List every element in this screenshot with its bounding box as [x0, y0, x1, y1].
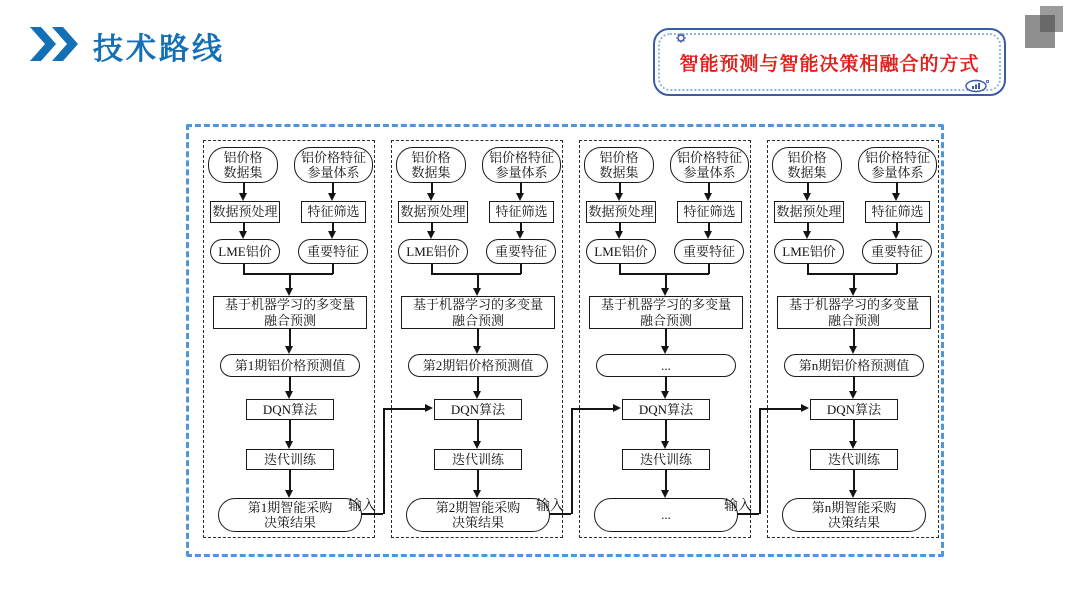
text-line: 铝价格 [223, 149, 263, 165]
text-line: 基于机器学习的多变量 [600, 297, 731, 313]
text-line: 决策结果 [827, 515, 880, 530]
arrowhead-down-icon [803, 231, 811, 239]
merge-line [477, 273, 479, 289]
dqn-box: DQN算法 [434, 399, 522, 420]
important-feature-ellipse: 重要特征 [298, 239, 368, 264]
arrowhead-down-icon [615, 231, 623, 239]
arrowhead-down-icon [892, 193, 900, 201]
dqn-box: DQN算法 [246, 399, 334, 420]
feature-system-ellipse [858, 147, 937, 183]
arrowhead-down-icon [285, 346, 293, 354]
pipeline-stage-1 [203, 140, 375, 538]
connector-segment [759, 408, 761, 514]
text-line: 铝价格特征 [300, 149, 366, 165]
arrowhead-down-icon [285, 391, 293, 399]
text-line: 参量体系 [495, 165, 548, 180]
text-line: 数据集 [599, 165, 639, 180]
feature-select-box: 特征筛选 [301, 201, 366, 223]
arrowhead-down-icon [427, 193, 435, 201]
arrow-line [289, 420, 291, 442]
arrowhead-down-icon [328, 231, 336, 239]
text-line: 基于机器学习的多变量 [788, 297, 919, 313]
lme-price-ellipse: LME铝价 [586, 239, 656, 264]
dataset-ellipse [396, 147, 466, 183]
text-line: 基于机器学习的多变量 [224, 297, 355, 313]
arrowhead-down-icon [473, 441, 481, 449]
text-line: 铝价格特征 [864, 149, 930, 165]
arrow-line [289, 377, 291, 392]
connector-segment [571, 408, 613, 410]
text-line: 铝价格 [599, 149, 639, 165]
arrowhead-right-icon [613, 404, 621, 412]
prediction-value-stadium: 第n期铝价格预测值 [784, 354, 924, 377]
feature-system-ellipse [482, 147, 561, 183]
connector-segment [759, 408, 801, 410]
text-line: 融合预测 [263, 312, 316, 328]
arrowhead-right-icon [801, 404, 809, 412]
arrowhead-down-icon [849, 441, 857, 449]
text-line: 数据集 [411, 165, 451, 180]
text-line: 参量体系 [871, 165, 924, 180]
text-line: 融合预测 [827, 312, 880, 328]
prediction-value-stadium: 第2期铝价格预测值 [408, 354, 548, 377]
arrowhead-down-icon [661, 441, 669, 449]
lme-price-ellipse: LME铝价 [210, 239, 280, 264]
arrowhead-down-icon [516, 231, 524, 239]
arrowhead-down-icon [661, 391, 669, 399]
merge-line [853, 273, 855, 289]
preprocess-box: 数据预处理 [586, 201, 656, 223]
text-line: 第2期智能采购 [435, 499, 521, 515]
arrow-line [665, 329, 667, 347]
fusion-prediction-box [589, 296, 743, 329]
arrowhead-right-icon [425, 404, 433, 412]
iterative-training-box: 迭代训练 [434, 449, 522, 470]
connector-segment [571, 408, 573, 514]
dataset-ellipse [208, 147, 278, 183]
pipeline-stage-n [767, 140, 939, 538]
feature-select-box: 特征筛选 [677, 201, 742, 223]
arrowhead-down-icon [516, 193, 524, 201]
decision-result-ellipse [406, 498, 550, 532]
callout-box [653, 28, 1006, 96]
callout-inner-border [658, 33, 1001, 91]
arrowhead-down-icon [427, 231, 435, 239]
arrowhead-down-icon [661, 490, 669, 498]
preprocess-box: 数据预处理 [398, 201, 468, 223]
arrowhead-down-icon [239, 193, 247, 201]
arrowhead-down-icon [473, 288, 481, 296]
arrowhead-down-icon [473, 490, 481, 498]
text-line: 决策结果 [451, 515, 504, 530]
arrowhead-down-icon [803, 193, 811, 201]
callout-text: 智能预测与智能决策相融合的方式 [679, 53, 980, 75]
input-label: 输入 [348, 499, 376, 514]
slide-header [30, 24, 225, 68]
important-feature-ellipse: 重要特征 [486, 239, 556, 264]
feature-select-box: 特征筛选 [489, 201, 554, 223]
arrow-line [853, 420, 855, 442]
arrow-line [853, 377, 855, 392]
feature-system-ellipse [294, 147, 373, 183]
iterative-training-box: 迭代训练 [622, 449, 710, 470]
arrowhead-down-icon [473, 391, 481, 399]
text-line: 第n期智能采购 [811, 499, 897, 515]
ellipsis-result-ellipse [594, 498, 738, 532]
preprocess-box: 数据预处理 [210, 201, 280, 223]
lme-price-ellipse: LME铝价 [398, 239, 468, 264]
text-line: 基于机器学习的多变量 [412, 297, 543, 313]
input-label: 输入 [724, 499, 752, 514]
input-label: 输入 [536, 499, 564, 514]
pipeline-stage-2 [391, 140, 563, 538]
arrowhead-down-icon [849, 288, 857, 296]
dqn-box: DQN算法 [810, 399, 898, 420]
gear-icon [675, 31, 687, 49]
mini-bar-chart-icon [964, 79, 990, 98]
text-line: 参量体系 [683, 165, 736, 180]
text-line: 参量体系 [307, 165, 360, 180]
arrow-line [853, 329, 855, 347]
arrowhead-down-icon [285, 490, 293, 498]
text-line: 融合预测 [639, 312, 692, 328]
feature-select-box: 特征筛选 [865, 201, 930, 223]
dataset-ellipse [772, 147, 842, 183]
arrow-line [853, 470, 855, 491]
prediction-value-stadium: 第1期铝价格预测值 [220, 354, 360, 377]
corner-square-small [1040, 6, 1063, 32]
arrowhead-down-icon [849, 391, 857, 399]
pipeline-stage-3 [579, 140, 751, 538]
merge-line [807, 273, 897, 275]
arrowhead-down-icon [704, 193, 712, 201]
fusion-prediction-box [401, 296, 555, 329]
arrowhead-down-icon [849, 346, 857, 354]
arrow-line [477, 377, 479, 392]
arrowhead-down-icon [328, 193, 336, 201]
important-feature-ellipse: 重要特征 [862, 239, 932, 264]
lme-price-ellipse: LME铝价 [774, 239, 844, 264]
text-line: 数据集 [787, 165, 827, 180]
arrow-line [665, 377, 667, 392]
text-line: 铝价格特征 [676, 149, 742, 165]
text-line: 融合预测 [451, 312, 504, 328]
iterative-training-box: 迭代训练 [810, 449, 898, 470]
arrow-line [289, 470, 291, 491]
text-line: 决策结果 [263, 515, 316, 530]
arrow-line [477, 470, 479, 491]
arrow-line [665, 470, 667, 491]
iterative-training-box: 迭代训练 [246, 449, 334, 470]
page-title: 技术路线 [93, 33, 225, 66]
decision-result-ellipse [218, 498, 362, 532]
merge-line [431, 273, 521, 275]
important-feature-ellipse: 重要特征 [674, 239, 744, 264]
feature-system-ellipse [670, 147, 749, 183]
merge-line [665, 273, 667, 289]
text-line: 铝价格特征 [488, 149, 554, 165]
arrowhead-down-icon [615, 193, 623, 201]
arrowhead-down-icon [285, 441, 293, 449]
merge-line [619, 273, 709, 275]
arrow-line [477, 420, 479, 442]
merge-line [243, 273, 333, 275]
text-line: 数据集 [223, 165, 263, 180]
fusion-prediction-box [777, 296, 931, 329]
text-line: 铝价格 [411, 149, 451, 165]
arrow-line [289, 329, 291, 347]
double-chevron-icon [30, 27, 80, 66]
arrowhead-down-icon [849, 490, 857, 498]
connector-segment [383, 408, 425, 410]
arrow-line [477, 329, 479, 347]
connector-segment [383, 408, 385, 514]
decision-result-ellipse [782, 498, 926, 532]
dqn-box: DQN算法 [622, 399, 710, 420]
text-line: 第1期智能采购 [247, 499, 333, 515]
ellipsis-stadium: ... [596, 354, 736, 377]
arrow-line [665, 420, 667, 442]
arrowhead-down-icon [285, 288, 293, 296]
dataset-ellipse [584, 147, 654, 183]
arrowhead-down-icon [892, 231, 900, 239]
arrowhead-down-icon [704, 231, 712, 239]
arrowhead-down-icon [239, 231, 247, 239]
fusion-prediction-box [213, 296, 367, 329]
text-line: 铝价格 [787, 149, 827, 165]
preprocess-box: 数据预处理 [774, 201, 844, 223]
merge-line [289, 273, 291, 289]
arrowhead-down-icon [661, 346, 669, 354]
text-line: ... [661, 507, 671, 523]
arrowhead-down-icon [473, 346, 481, 354]
arrowhead-down-icon [661, 288, 669, 296]
